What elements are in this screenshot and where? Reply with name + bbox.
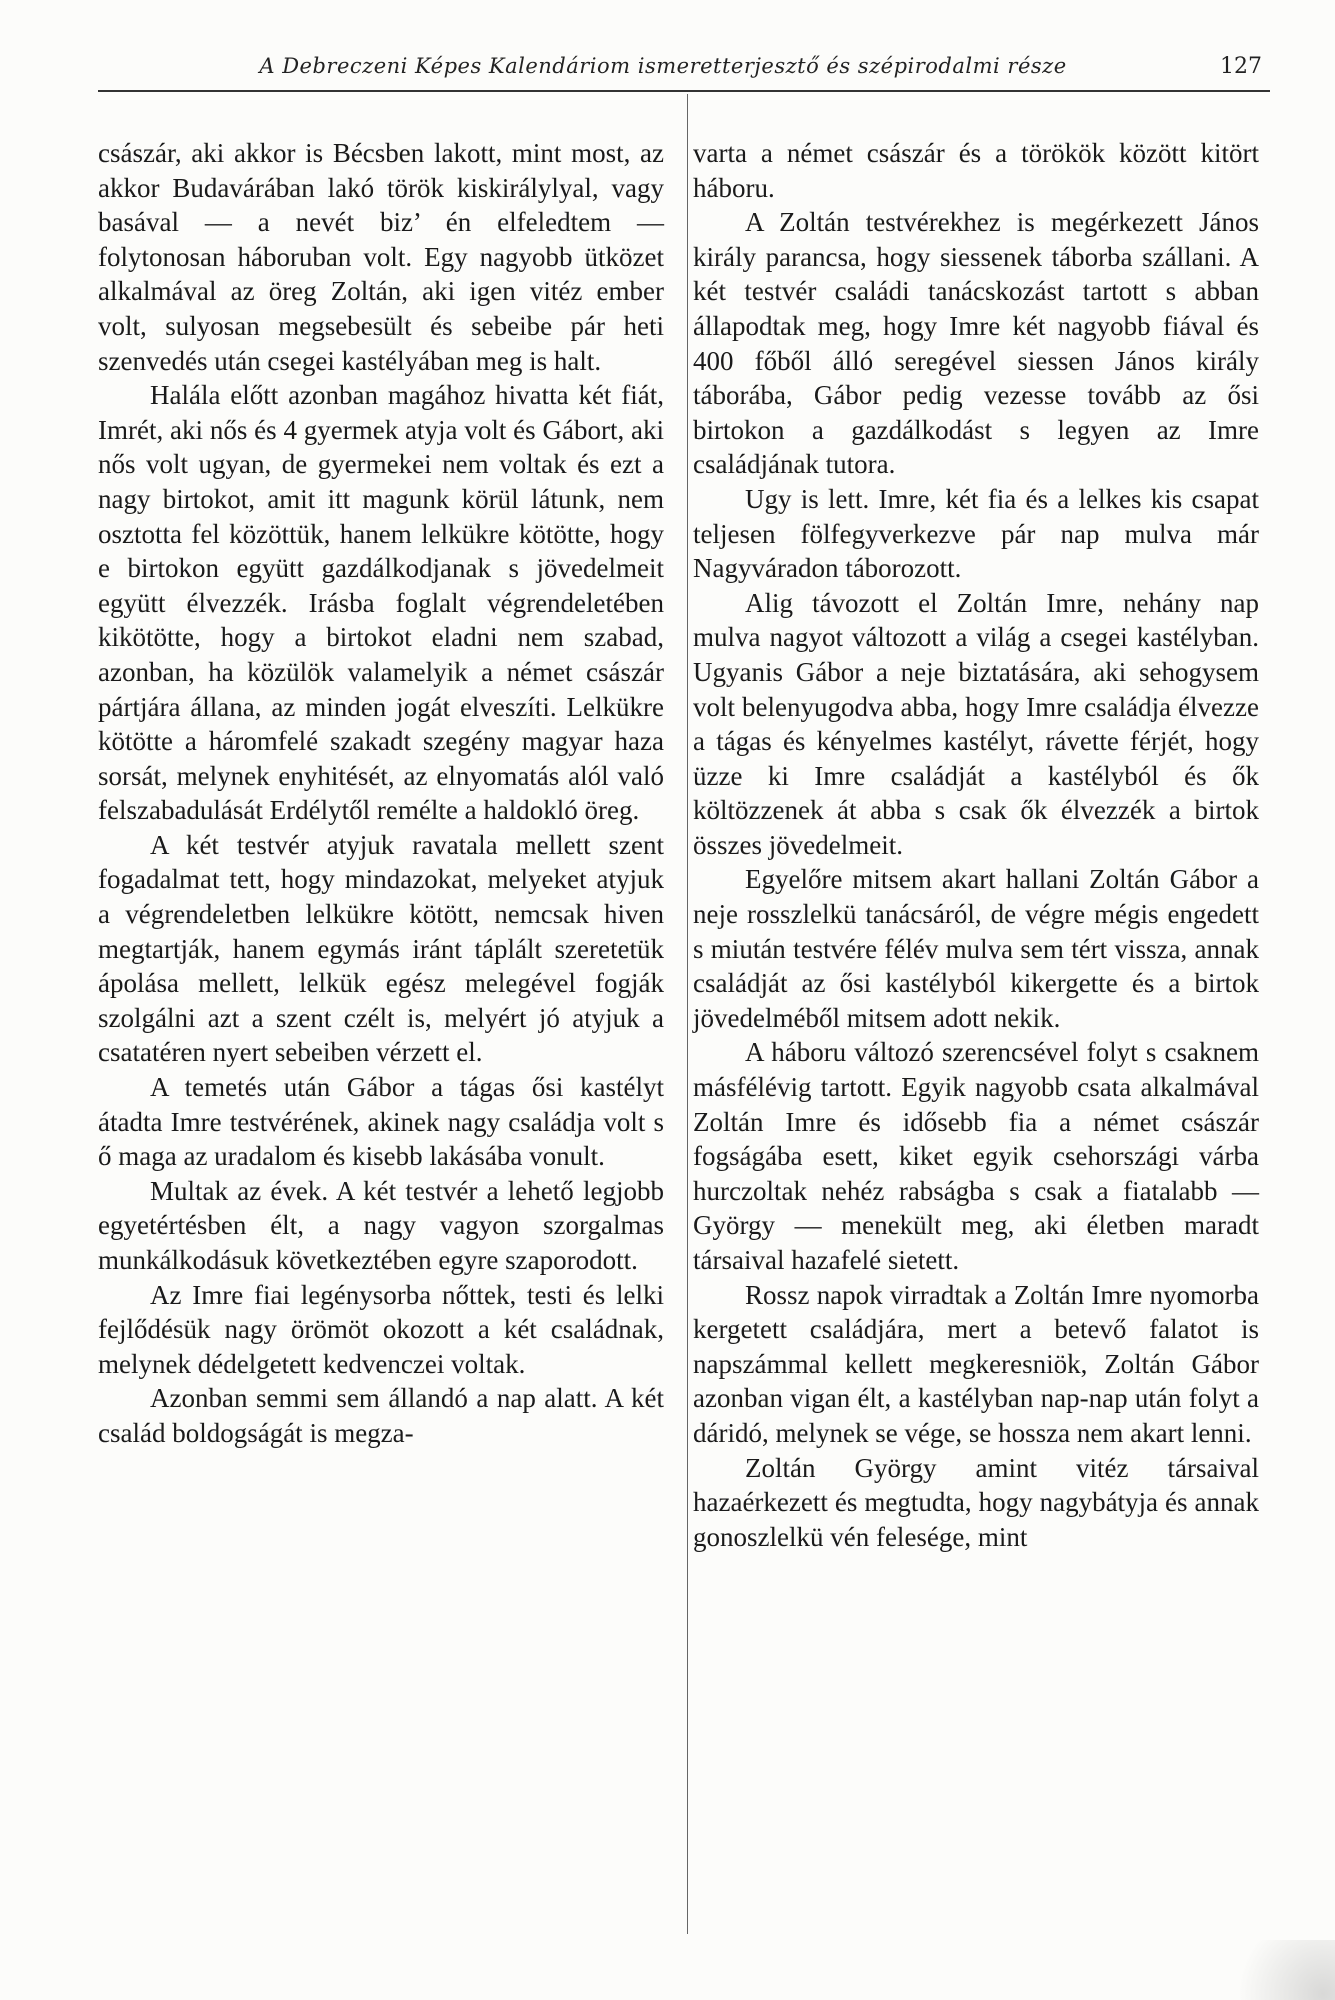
- paragraph: varta a német császár és a törökök között kitört háboru.: [693, 138, 1259, 203]
- column-divider: [687, 94, 688, 1934]
- header-rule: [98, 90, 1270, 92]
- paragraph: A Zoltán testvérekhez is megérkezett János király parancsa, hogy siessenek táborba szállani. A két testvér családi tanácskozást tartott s abban állapodtak meg, hogy Imre két nagyobb fiával és 400 főből álló seregével siessen János király táborába, Gábor pedig vezesse tovább az ősi birtokon a gazdálkodást s legyen az Imre családjának tutora.: [693, 207, 1259, 480]
- page-number: 127: [1220, 54, 1262, 79]
- paragraph: Multak az évek. A két testvér a lehető legjobb egyetértésben élt, a nagy vagyon szorgalmas munkálkodásuk következtében egyre szaporodott.: [98, 1175, 664, 1275]
- paragraph: A temetés után Gábor a tágas ősi kastélyt átadta Imre testvérének, akinek nagy családja volt s ő maga az uradalom és kisebb lakásába vonult.: [98, 1072, 664, 1172]
- paragraph: A háboru változó szerencsével folyt s csaknem másfélévig tartott. Egyik nagyobb csata alkalmával Zoltán Imre és idősebb fia a német császár fogságába esett, kiket egyik csehországi várba hurczoltak nehéz rabságba s csak a fiatalabb — György — menekült meg, aki életben maradt társaival hazafelé sietett.: [693, 1037, 1259, 1275]
- paragraph: Egyelőre mitsem akart hallani Zoltán Gábor a neje rosszlelkü tanácsáról, de végre mégis engedett s miután testvére félév mulva sem tért vissza, annak családját az ősi kastélyból kikergette és a birtok jövedelméből mitsem adott nekik.: [693, 864, 1259, 1033]
- paragraph: Rossz napok virradtak a Zoltán Imre nyomorba kergetett családjára, mert a betevő falatot is napszámmal kellett megkeresniök, Zoltán Gábor azonban vigan élt, a kastélyban nap-nap után folyt a dáridó, melynek se vége, se hossza nem akart lenni.: [693, 1279, 1259, 1448]
- paragraph: Az Imre fiai legénysorba nőttek, testi és lelki fejlődésük nagy örömöt okozott a két családnak, melynek dédelgetett kedvenczei voltak.: [98, 1279, 664, 1379]
- paragraph: Alig távozott el Zoltán Imre, nehány nap mulva nagyot változott a világ a csegei kastélyban. Ugyanis Gábor a neje biztatására, aki sehogysem volt belenyugodva abba, hogy Imre családja élvezze a tágas és kényelmes kastélyt, rávette férjét, hogy üzze ki Imre családját a kastélyból és ők költözzenek át abba s csak ők élvezzék a birtok összes jövedelmeit.: [693, 587, 1259, 860]
- paragraph: Halála előtt azonban magához hivatta két fiát, Imrét, aki nős és 4 gyermek atyja volt és Gábort, aki nős volt ugyan, de gyermekei nem voltak és ezt a nagy birtokot, amit itt magunk körül látunk, nem osztotta fel közöttük, hanem lelkükre kötötte, hogy e birtokon együtt gazdálkodjanak s jövedelmeit együtt élvezzék. Irásba foglalt végrendeletében kikötötte, hogy a birtokot eladni nem szabad, azonban, ha közülök valamelyik a német császár pártjára állana, az minden jogát elveszíti. Lelkükre kötötte a háromfelé szakadt szegény magyar haza sorsát, melynek enyhitését, az elnyomatás alól való felszabadulását Erdélytől remélte a haldokló öreg.: [98, 380, 664, 826]
- paragraph: császár, aki akkor is Bécsben lakott, mint most, az akkor Budavárában lakó török kiskirálylyal, vagy basával — a nevét biz’ én elfeledtem — folytonosan háboruban volt. Egy nagyobb ütközet alkalmával az öreg Zoltán, aki igen vitéz ember volt, sulyosan megsebesült és sebeibe pár heti szenvedés után csegei kastélyában meg is halt.: [98, 138, 664, 376]
- scan-noise: [1215, 1940, 1335, 2000]
- right-column: [693, 136, 1259, 1554]
- paragraph: Zoltán György amint vitéz társaival hazaérkezett és megtudta, hogy nagybátyja és annak gonoszlelkü vén felesége, mint: [693, 1452, 1259, 1552]
- paragraph: A két testvér atyjuk ravatala mellett szent fogadalmat tett, hogy mindazokat, melyeket atyjuk a végrendeletben lelkükre kötött, nemcsak hiven megtartják, hanem egymás iránt táplált szeretetük ápolása mellett, lelkük egész melegével fogják szolgálni azt a szent czélt is, melyért jó atyjuk a csatatéren nyert sebeiben vérzett el.: [98, 829, 664, 1068]
- left-column: [98, 136, 664, 1451]
- paragraph: Azonban semmi sem állandó a nap alatt. A két család boldogságát is megza-: [98, 1383, 664, 1448]
- running-header: [178, 54, 1268, 94]
- paragraph: Ugy is lett. Imre, két fia és a lelkes kis csapat teljesen fölfegyverkezve pár nap mulva már Nagyváradon táborozott.: [693, 483, 1259, 584]
- running-title: A Debreczeni Képes Kalendáriom ismeretterjesztő és szépirodalmi része: [259, 54, 1067, 78]
